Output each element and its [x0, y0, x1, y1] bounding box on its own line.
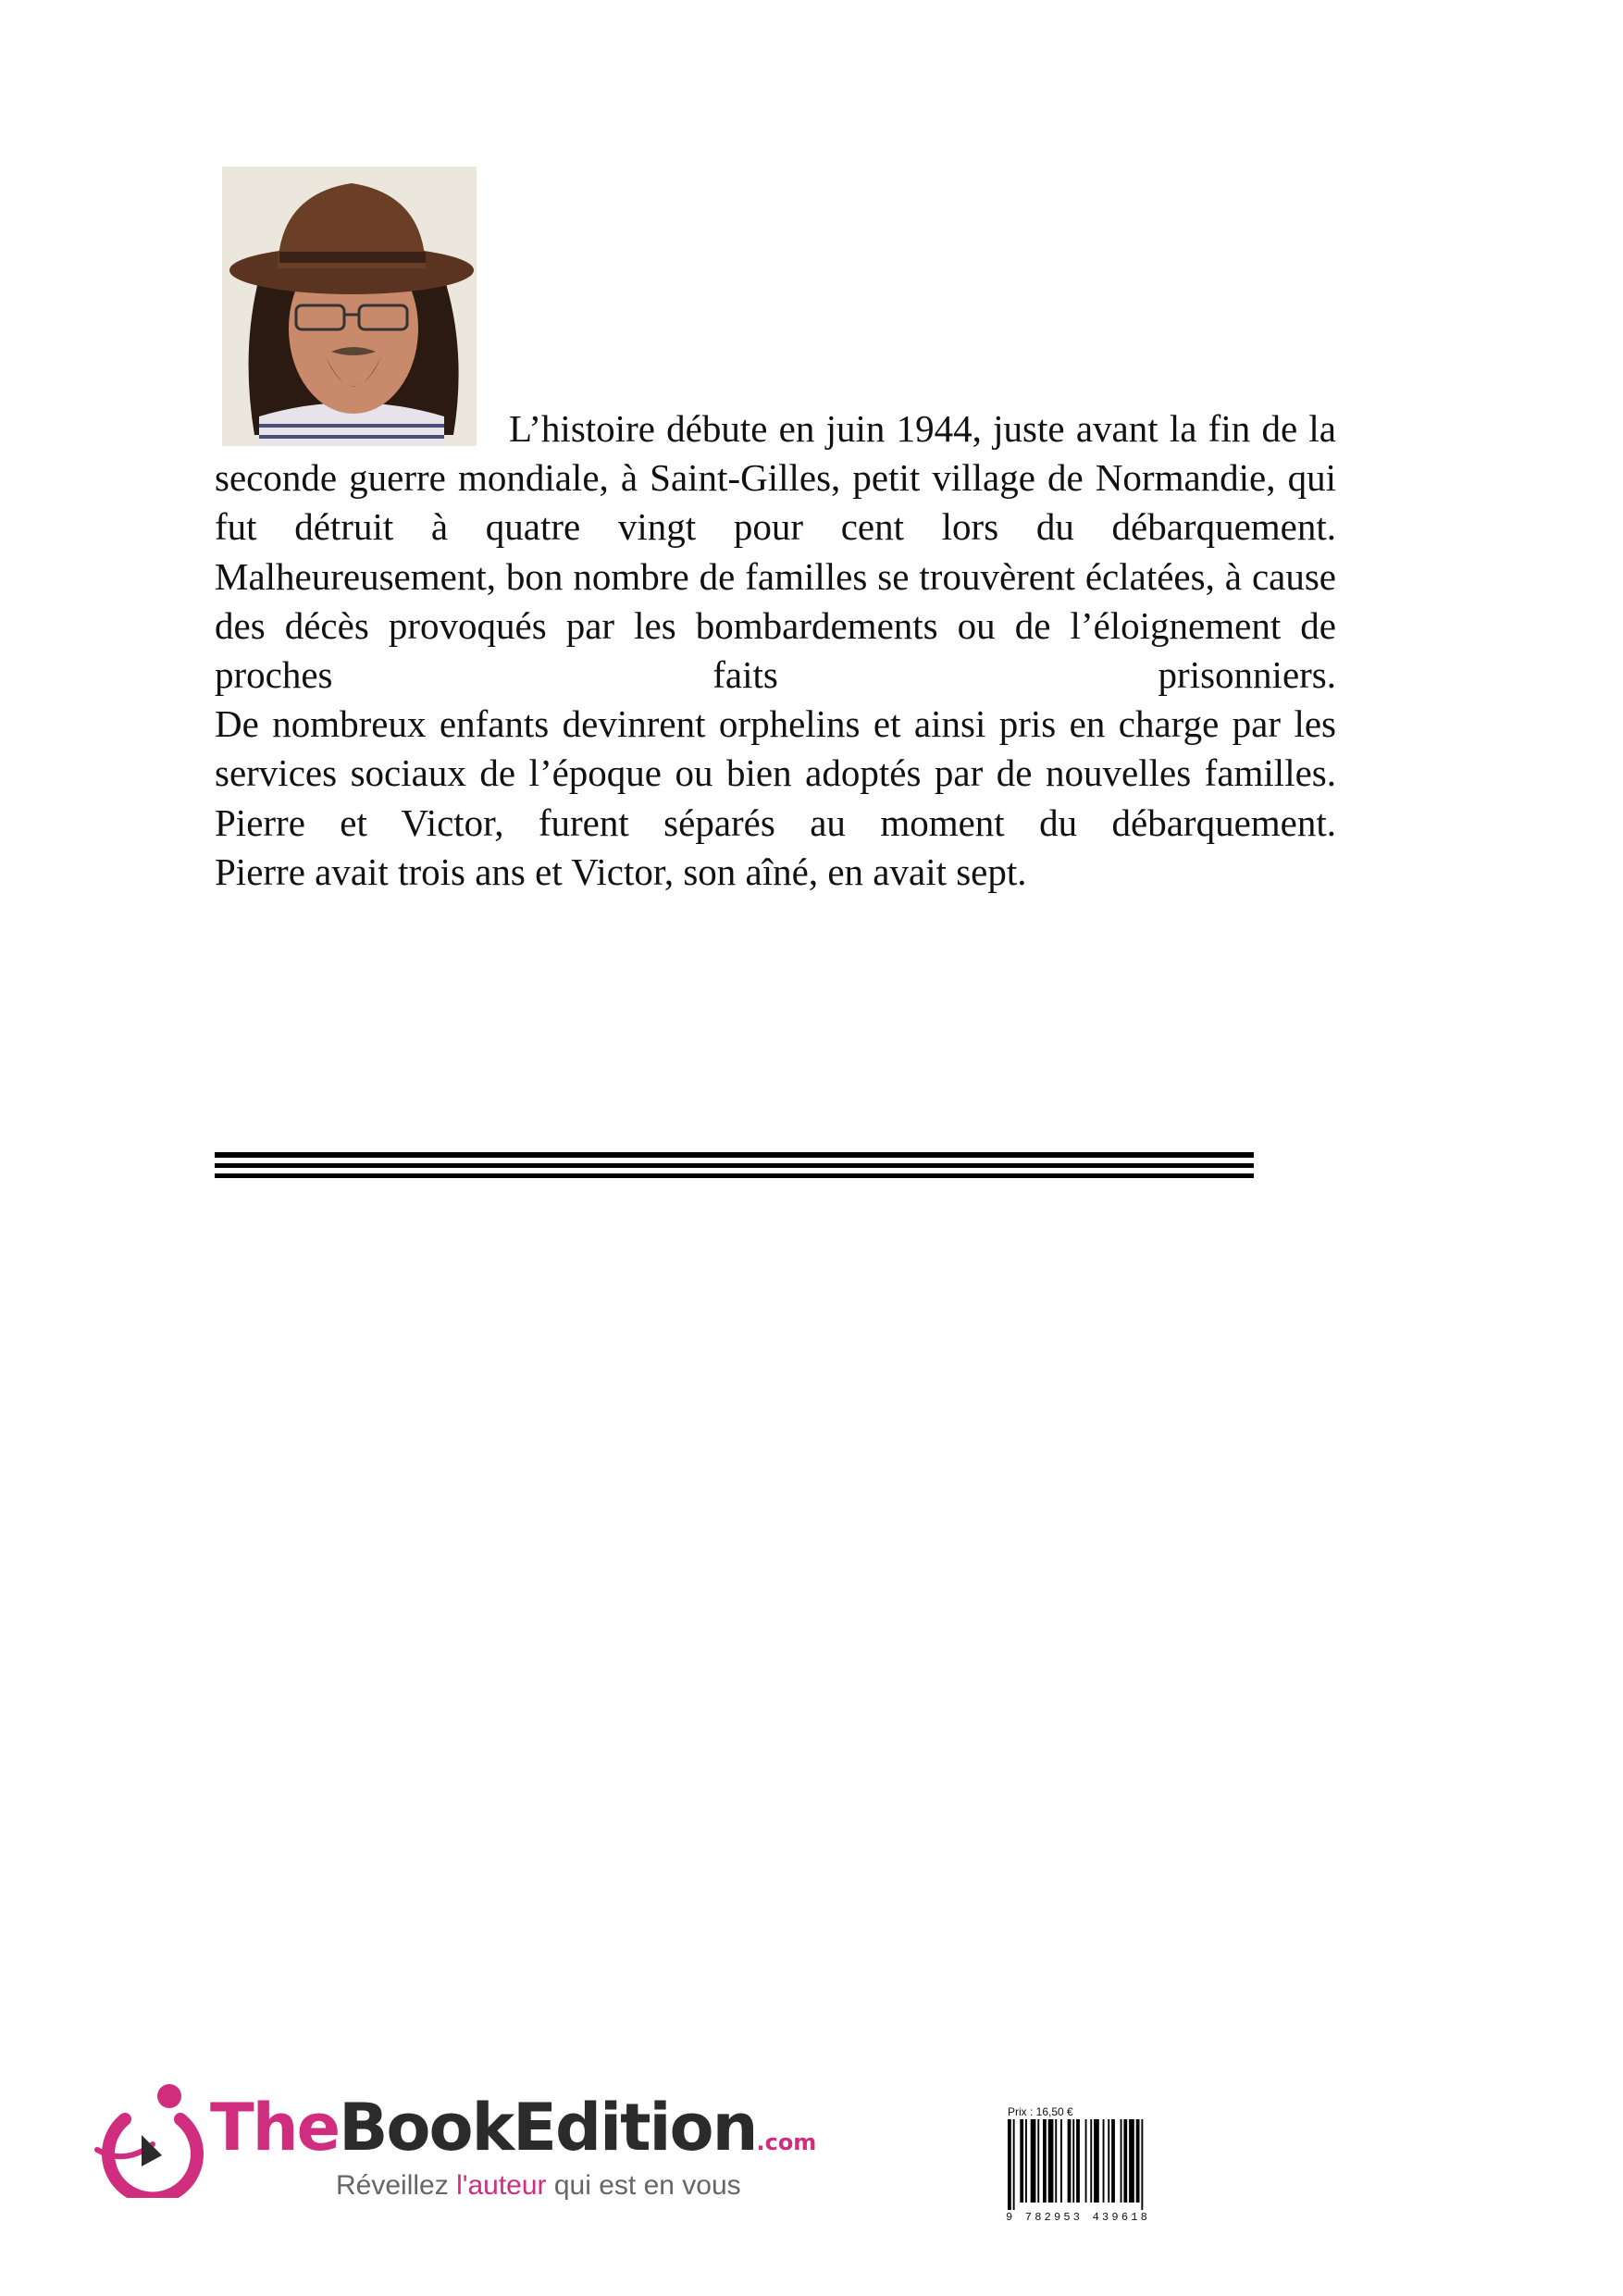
synopsis-paragraph: Pierre et Victor, furent séparés au moment du débarquement.	[215, 800, 1336, 844]
synopsis-paragraph: Pierre avait trois ans et Victor, son aîné, en avait sept.	[215, 850, 1027, 893]
barcode-bar	[1129, 2119, 1134, 2203]
barcode-bar	[1123, 2119, 1127, 2203]
barcode-bar	[1108, 2119, 1109, 2203]
barcode-bar	[1060, 2119, 1062, 2203]
brand-com: .com	[756, 2129, 817, 2155]
barcode-bar	[1121, 2119, 1122, 2203]
divider-rule	[215, 1163, 1254, 1168]
publisher-mark-icon	[88, 2078, 208, 2198]
barcode-bar	[1141, 2119, 1143, 2210]
brand-the: The	[210, 2090, 340, 2166]
barcode-bar	[1090, 2119, 1092, 2203]
synopsis	[215, 404, 1336, 897]
synopsis-paragraph: L’histoire débute en juin 1944, juste avant la fin de la seconde guerre mondiale, à Saint-Gilles, petit village de Normandie, qui fut détruit à quatre vingt pour cent lors du débarquement.	[215, 407, 1336, 549]
barcode-bar	[1085, 2119, 1087, 2203]
barcode-bar	[1072, 2119, 1074, 2203]
barcode-bar	[1008, 2119, 1011, 2210]
tagline-start: Réveillez	[336, 2170, 457, 2201]
brand-book: Book	[339, 2090, 514, 2166]
barcode-bars	[1006, 2119, 1189, 2210]
divider-rule	[215, 1152, 1254, 1158]
barcode-bar	[1094, 2119, 1099, 2203]
brand-edition: Edition	[513, 2090, 757, 2166]
barcode-bar	[1068, 2119, 1072, 2203]
tagline-end: qui est en vous	[546, 2170, 741, 2201]
barcode-bar	[1037, 2119, 1039, 2203]
barcode-bar	[1043, 2119, 1047, 2203]
publisher-logo	[88, 2078, 828, 2207]
tagline-accent: l'auteur	[456, 2170, 547, 2201]
divider-rule	[215, 1173, 1254, 1178]
barcode-bar	[1025, 2119, 1027, 2203]
synopsis-paragraph: De nombreux enfants devinrent orphelins et ainsi pris en charge par les services sociaux de l’époque ou bien adoptés par de nouvelles familles.	[215, 702, 1336, 795]
price-label: Prix : 16,50 €	[1008, 2105, 1073, 2118]
barcode-bar	[1103, 2119, 1105, 2203]
barcode-bar	[1013, 2119, 1015, 2210]
barcode-bar	[1031, 2119, 1036, 2203]
barcode-bar	[1048, 2119, 1054, 2203]
barcode-bar	[1076, 2119, 1080, 2203]
isbn-digits: 9 782953 439618	[1006, 2211, 1151, 2224]
isbn-barcode	[1006, 2105, 1189, 2226]
barcode-bar	[1055, 2119, 1057, 2203]
barcode-bar	[1020, 2119, 1023, 2203]
synopsis-paragraph: Malheureusement, bon nombre de familles se trouvèrent éclatées, à cause des décès provoqués par les bombardements ou de l’éloignement de proches faits prisonniers.	[215, 554, 1336, 697]
barcode-bar	[1136, 2119, 1140, 2203]
barcode-bar	[1111, 2119, 1115, 2203]
publisher-tagline	[336, 2170, 741, 2202]
publisher-brand	[210, 2091, 816, 2179]
